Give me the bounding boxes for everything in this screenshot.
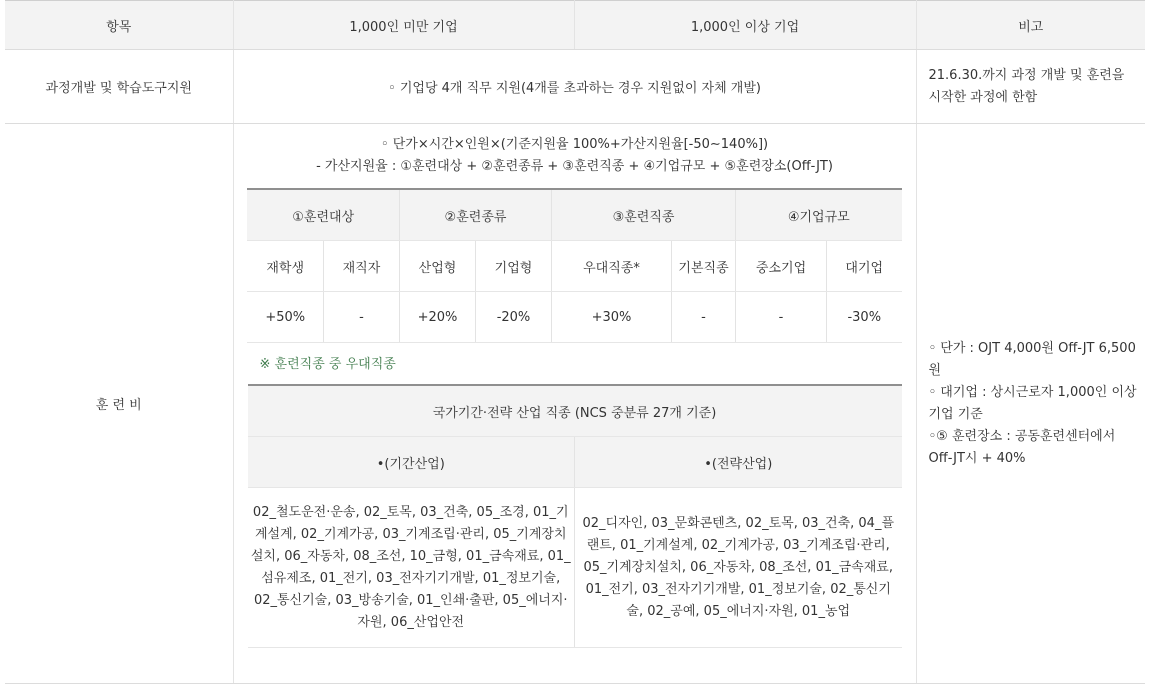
strategic-industry-list — [575, 488, 902, 648]
row2-remark-line: 기업 기준 — [928, 406, 983, 422]
formula-line: ◦ 단가×시간×인원×(기준지원율 100%+가산지원율[-50∼140%]) — [380, 137, 769, 152]
sub-student: 재학생 — [247, 241, 323, 292]
rate-preferred: +30% — [552, 292, 672, 343]
strategic-industry-line: 02_디자인, 03_문화콘텐츠, 02_토목, 03_건축, 04_플 — [582, 515, 895, 531]
header-under-1000: 1,000인 미만 기업 — [233, 1, 574, 50]
preferred-occupation-note: ※ 훈련직종 중 우대직종 — [259, 357, 396, 372]
formula-block — [234, 124, 916, 188]
rate-large: -30% — [827, 292, 902, 343]
formula-line: - 가산지원율 : ①훈련대상 + ②훈련종류 + ③훈련직종 + ④기업규모 + ⑤훈련장소(Off-JT) — [316, 159, 833, 174]
row2-remark-line: ◦⑤ 훈련장소 : 공동훈련센터에서 — [928, 428, 1116, 444]
strategic-industry-line: 랜트, 01_기계설계, 02_기계가공, 03_기계조립·관리, — [586, 537, 890, 553]
key-industry-line: 02_철도운전·운송, 02_토목, 03_건축, 05_조경, 01_기 — [252, 504, 569, 520]
rate-sub-row — [247, 241, 901, 292]
rate-basic: - — [672, 292, 736, 343]
group-company-size: ④기업규모 — [736, 189, 902, 241]
rate-employee: - — [323, 292, 399, 343]
header-remark: 비고 — [916, 1, 1145, 50]
row2-remark-line: ◦ 단가 : OJT 4,000원 Off-JT 6,500원 — [928, 340, 1136, 378]
row1-remark — [916, 50, 1145, 124]
rate-table — [247, 188, 901, 343]
header-over-1000: 1,000인 이상 기업 — [574, 1, 916, 50]
sub-industry-type: 산업형 — [399, 241, 475, 292]
rate-value-row — [247, 292, 901, 343]
key-industry-line: 자원, 06_산업안전 — [357, 614, 465, 630]
row2-remark-line: ◦ 대기업 : 상시근로자 1,000인 이상 — [928, 384, 1137, 400]
strategic-industry-line: 01_전기, 03_전자기기개발, 01_정보기술, 02_통신기 — [585, 581, 891, 597]
key-industry-header: •(기간산업) — [248, 437, 575, 488]
row1-remark-line: 21.6.30.까지 과정 개발 및 훈련을 — [928, 67, 1125, 83]
sub-basic: 기본직종 — [672, 241, 736, 292]
rate-sme: - — [736, 292, 827, 343]
row1-remark-line: 시작한 과정에 한함 — [928, 89, 1038, 105]
header-item: 항목 — [5, 1, 233, 50]
key-industry-list — [248, 488, 575, 648]
rate-industry-type: +20% — [399, 292, 475, 343]
key-industry-line: 계설계, 02_기계가공, 03_기계조립·관리, 05_기계장치 — [254, 526, 567, 542]
sub-preferred: 우대직종* — [552, 241, 672, 292]
sub-employee: 재직자 — [323, 241, 399, 292]
row1-label: 과정개발 및 학습도구지원 — [5, 50, 233, 124]
row2-label: 훈 련 비 — [5, 124, 233, 684]
sub-sme: 중소기업 — [736, 241, 827, 292]
row2-remark-line: Off-JT시 + 40% — [928, 450, 1026, 466]
industry-title: 국가기간·전략 산업 직종 (NCS 중분류 27개 기준) — [248, 385, 902, 437]
row1-content: ◦ 기업당 4개 직무 지원(4개를 초과하는 경우 지원없이 자체 개발) — [233, 50, 916, 124]
key-industry-line: 02_통신기술, 03_방송기술, 01_인쇄·출판, 05_에너지· — [253, 592, 568, 608]
rate-student: +50% — [247, 292, 323, 343]
row-training-cost — [5, 124, 1145, 684]
support-table — [5, 0, 1145, 684]
strategic-industry-line: 05_기계장치설치, 06_자동차, 08_조선, 01_금속재료, — [583, 559, 893, 575]
sub-large: 대기업 — [827, 241, 902, 292]
industry-table — [248, 384, 902, 648]
group-training-occupation: ③훈련직종 — [552, 189, 736, 241]
row2-remark — [916, 124, 1145, 684]
industry-header-row — [248, 437, 902, 488]
strategic-industry-header: •(전략산업) — [575, 437, 902, 488]
rate-group-row — [247, 189, 901, 241]
industry-title-row — [248, 385, 902, 437]
group-training-target: ①훈련대상 — [247, 189, 399, 241]
group-training-type: ②훈련종류 — [399, 189, 551, 241]
strategic-industry-line: 술, 02_공예, 05_에너지·자원, 01_농업 — [626, 603, 851, 619]
industry-list-row — [248, 488, 902, 648]
row-course-development — [5, 50, 1145, 124]
key-industry-line: 섬유제조, 01_전기, 03_전자기기개발, 01_정보기술, — [261, 570, 561, 586]
row2-content — [233, 124, 916, 684]
key-industry-line: 설치, 06_자동차, 08_조선, 10_금형, 01_금속재료, 01_ — [250, 548, 571, 564]
header-row — [5, 1, 1145, 50]
rate-company-type: -20% — [475, 292, 551, 343]
sub-company-type: 기업형 — [475, 241, 551, 292]
